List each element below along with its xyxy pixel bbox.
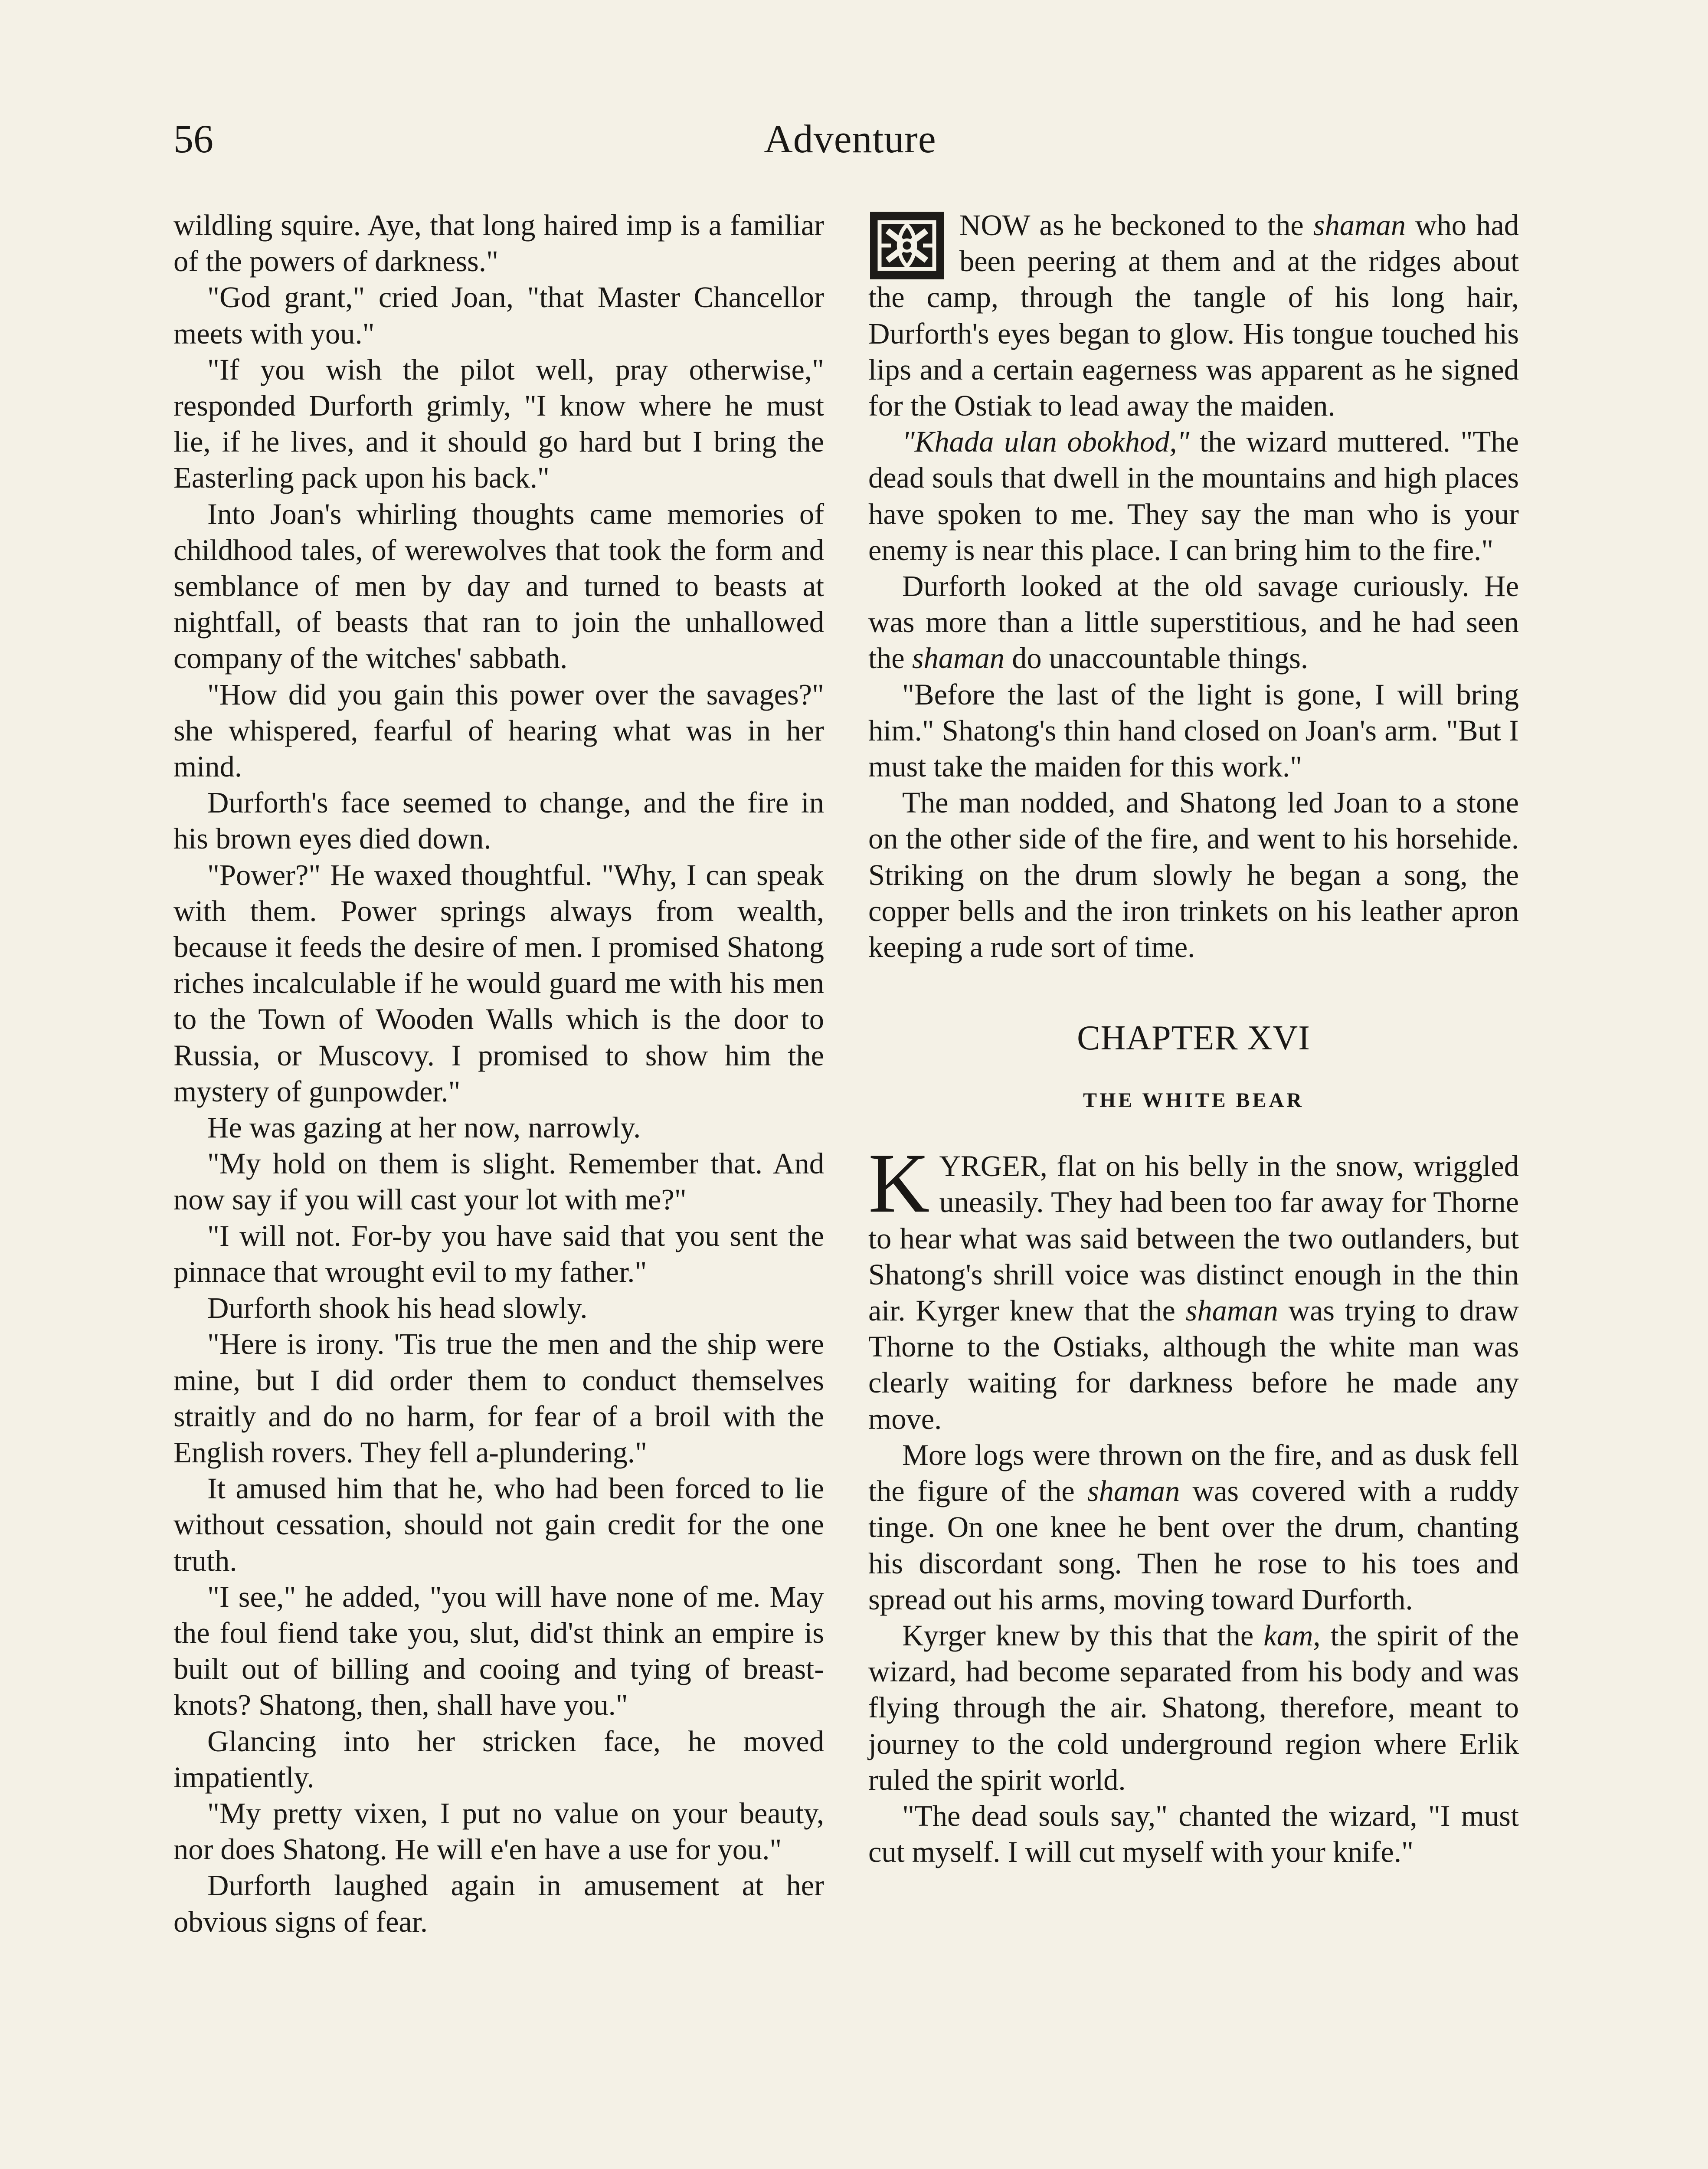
paragraph: "Here is irony. 'Tis true the men and the ship were mine, but I did order them to conduct themselves straitly and do no harm, for fear of a broil with the English rovers. They fell a-plundering." (173, 1327, 824, 1469)
italic-word: shaman (1185, 1294, 1278, 1327)
page-header (173, 113, 1527, 174)
paragraph: "The dead souls say," chanted the wizard, "I must cut myself. I will cut myself with your knife." (868, 1799, 1519, 1869)
paragraph: "God grant," cried Joan, "that Master Chancellor meets with you." (173, 281, 824, 350)
chapter-heading: CHAPTER XVI (1077, 1019, 1310, 1058)
paragraph-chapter-opening (868, 1136, 1519, 1437)
paragraph: He was gazing at her now, narrowly. (207, 1111, 641, 1144)
paragraph (868, 424, 1519, 568)
drop-cap: K (868, 1136, 930, 1231)
paragraph: "I will not. For-by you have said that you sent the pinnace that wrought evil to my father." (173, 1219, 824, 1288)
paragraph-text: was covered with a ruddy tinge. On one knee he bent over the drum, chanting his discordant song. Then he rose to his toes and spread out his arms, moving toward Durforth. (868, 1474, 1519, 1616)
paragraph (868, 1618, 1519, 1798)
chapter-subtitle: THE WHITE BEAR (1083, 1089, 1304, 1112)
paragraph: Durforth shook his head slowly. (207, 1291, 588, 1325)
paragraph: "If you wish the pilot well, pray otherwise," responded Durforth grimly, "I know where he must lie, if he lives, and it should go hard but I bring the Easterling pack upon his back." (173, 353, 824, 495)
paragraph-text: the wizard muttered. "The dead souls that dwell in the mountains and high places have spoken to me. They say the man who is your enemy is near this place. I can bring him to the fire." (868, 425, 1519, 567)
paragraph: Durforth's face seemed to change, and the fire in his brown eyes died down. (173, 786, 824, 855)
paragraph: It amused him that he, who had been forced to lie without cessation, should not gain credit for the one truth. (173, 1472, 824, 1577)
wizard-phrase: "Khada ulan obokhod," (902, 425, 1190, 459)
paragraph-opening (868, 207, 1519, 424)
italic-word: shaman (1087, 1474, 1180, 1508)
paragraph: The man nodded, and Shatong led Joan to a stone on the other side of the fire, and went to his horsehide. Striking on the drum slowly he began a song, the copper bells and the iron trinkets on his leather apron keeping a rude sort of time. (868, 786, 1519, 964)
paragraph: "Power?" He waxed thoughtful. "Why, I can speak with them. Power springs always from wealth, because it feeds the desire of men. I promised Shatong riches incalculable if he would guard me with his men to the Town of Wooden Walls which is the door to Russia, or Muscovy. I promised to show him the mystery of gunpowder." (173, 858, 824, 1108)
paragraph (868, 568, 1519, 677)
paragraph-text: Kyrger knew by this that the (902, 1619, 1264, 1652)
paragraph-text: , the spirit of the wizard, had become separated from his body and was flying through the air. Shatong, therefore, meant to journey to the cold underground region where Erlik ruled the spirit world. (868, 1619, 1519, 1796)
paragraph (868, 1437, 1519, 1618)
paragraph-text: More logs were thrown on the fire, and as dusk fell the figure of the (868, 1438, 1519, 1508)
italic-word: shaman (1313, 209, 1406, 242)
opening-text: NOW as he beckoned to the (959, 209, 1313, 242)
paragraph-text: YRGER, flat on his belly in the snow, wriggled uneasily. They had been too far away for Thorne to hear what was said between the two outlanders, but Shatong's shrill voice was distinct enough in the thin air. Kyrger knew that the (868, 1150, 1519, 1327)
paragraph-text: Durforth looked at the old savage curiously. He was more than a little superstitious, and he had seen the (868, 570, 1519, 675)
opening-text-continued: who had been peering at them and at the ridges about the camp, through the tangle of his long hair, Durforth's eyes began to glow. His tongue touched his lips and a certain eagerness was apparent as he signed for the Ostiak to lead away the maiden. (868, 209, 1519, 423)
paragraph: "My hold on them is slight. Remember that. And now say if you will cast your lot with me?" (173, 1147, 824, 1216)
italic-word: kam (1263, 1619, 1313, 1652)
knot-ornament-icon (870, 212, 944, 279)
right-column (868, 207, 1519, 1870)
paragraph-text: was trying to draw Thorne to the Ostiaks, although the white man was clearly waiting for darkness before he made any move. (868, 1294, 1519, 1435)
paragraph: "I see," he added, "you will have none of me. May the foul fiend take you, slut, did'st think an empire is built out of billing and cooing and tying of breast-knots? Shatong, then, shall have you." (173, 1580, 824, 1722)
paragraph: "Before the last of the light is gone, I will bring him." Shatong's thin hand closed on Joan's arm. "But I must take the maiden for this work." (868, 678, 1519, 783)
paragraph: wildling squire. Aye, that long haired imp is a familiar of the powers of darkness." (173, 209, 824, 278)
paragraph: Durforth laughed again in amusement at her obvious signs of fear. (173, 1869, 824, 1938)
paragraph: "How did you gain this power over the savages?" she whispered, fearful of hearing what was in her mind. (173, 678, 824, 783)
left-column (173, 207, 824, 1940)
page-number: 56 (173, 117, 213, 161)
magazine-title: Adventure (764, 117, 936, 161)
paragraph: "My pretty vixen, I put no value on your beauty, nor does Shatong. He will e'en have a use for you." (173, 1796, 824, 1866)
italic-word: shaman (912, 642, 1005, 675)
paragraph-text: do unaccountable things. (1004, 642, 1309, 675)
paragraph: Into Joan's whirling thoughts came memories of childhood tales, of werewolves that took the form and semblance of men by day and turned to beasts at nightfall, of beasts that ran to join the unhallowed company of the witches' sabbath. (173, 497, 824, 675)
paragraph: Glancing into her stricken face, he moved impatiently. (173, 1724, 824, 1794)
